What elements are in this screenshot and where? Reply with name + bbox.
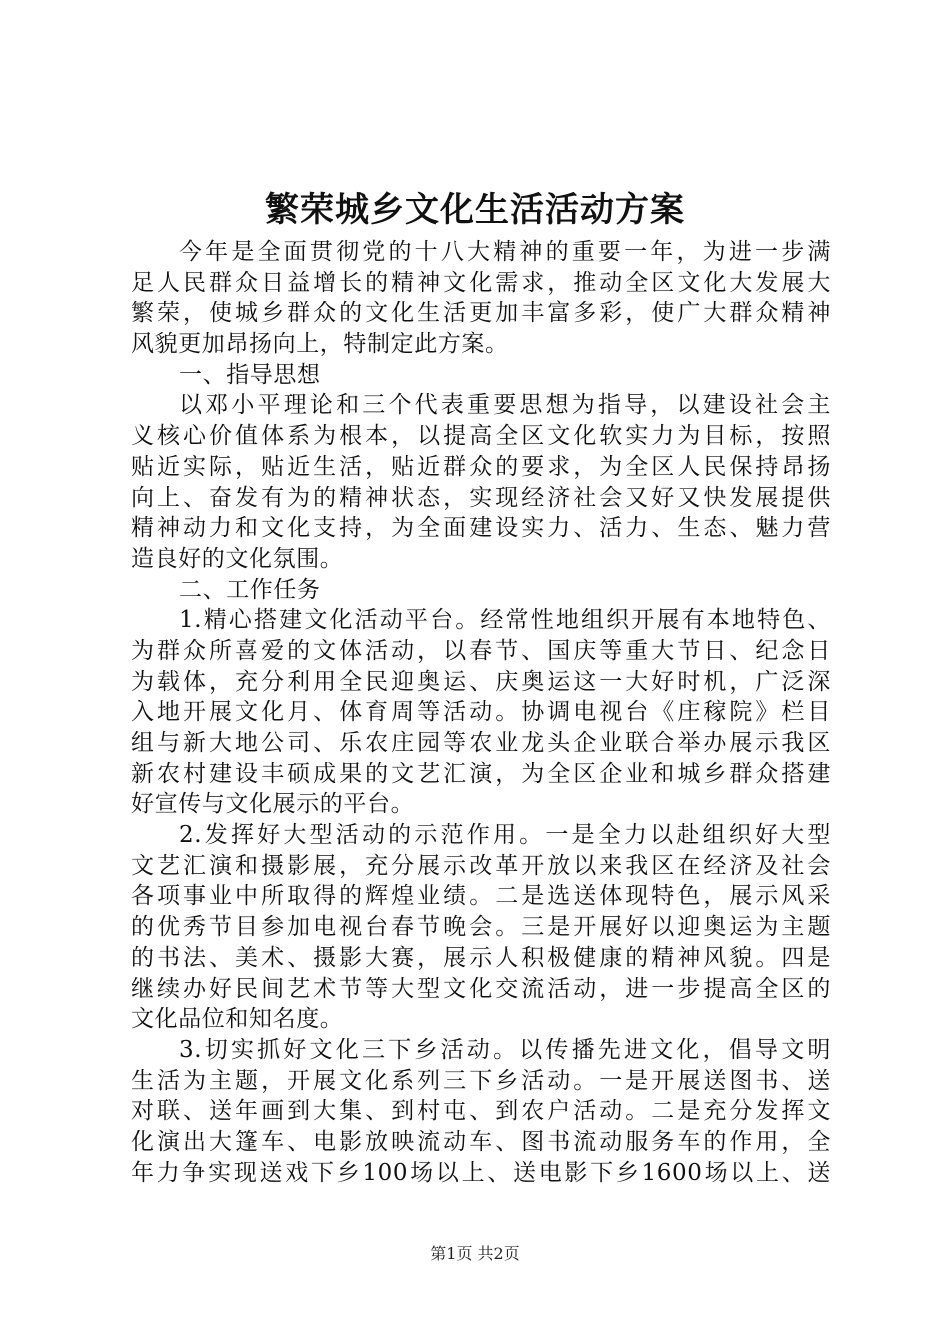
document-body — [131, 237, 831, 1188]
document-title: 繁荣城乡文化生活活动方案 — [265, 190, 685, 230]
body-line: 义核心价值体系为根本，以提高全区文化软实力为目标，按照 — [131, 423, 831, 450]
body-line: 为群众所喜爱的文体活动，以春节、国庆等重大节日、纪念日 — [131, 637, 831, 664]
body-line: 文艺汇演和摄影展，充分展示改革开放以来我区在经济及社会 — [131, 852, 831, 879]
body-line: 精神动力和文化支持，为全面建设实力、活力、生态、魅力营 — [131, 515, 831, 542]
body-line: 组与新大地公司、乐农庄园等农业龙头企业联合举办展示我区 — [131, 730, 831, 756]
body-line: 的书法、美术、摄影大赛，展示人积极健康的精神风貌。四是 — [131, 944, 831, 971]
body-line: 新农村建设丰硕成果的文艺汇演，为全区企业和城乡群众搭建 — [131, 760, 831, 787]
body-line: 今年是全面贯彻党的十八大精神的重要一年，为进一步满 — [179, 239, 831, 265]
body-line: 年力争实现送戏下乡100场以上、送电影下乡1600场以上、送 — [131, 1159, 831, 1186]
body-line: 继续办好民间艺术节等大型文化交流活动，进一步提高全区的 — [131, 975, 831, 1002]
body-line: 生活为主题，开展文化系列三下乡活动。一是开展送图书、送 — [131, 1067, 831, 1094]
body-line: 向上、奋发有为的精神状态，实现经济社会又好又快发展提供 — [131, 484, 831, 511]
body-line: 以邓小平理论和三个代表重要思想为指导，以建设社会主 — [179, 392, 831, 419]
body-line: 2.发挥好大型活动的示范作用。一是全力以赴组织好大型 — [179, 822, 831, 849]
page-footer: 第1页 共2页 — [430, 1244, 520, 1263]
body-line: 足人民群众日益增长的精神文化需求，推动全区文化大发展大 — [131, 269, 831, 296]
body-line: 造良好的文化氛围。 — [131, 545, 344, 572]
body-line: 的优秀节目参加电视台春节晚会。三是开展好以迎奥运为主题 — [131, 914, 831, 941]
body-line: 二、工作任务 — [179, 576, 321, 603]
body-line: 化演出大篷车、电影放映流动车、图书流动服务车的作用，全 — [131, 1128, 831, 1155]
body-line: 文化品位和知名度。 — [131, 1006, 344, 1033]
body-line: 一、指导思想 — [179, 361, 321, 388]
body-line: 各项事业中所取得的辉煌业绩。二是选送体现特色，展示风采 — [131, 883, 831, 910]
body-line: 对联、送年画到大集、到村屯、到农户活动。二是充分发挥文 — [131, 1098, 831, 1125]
body-line: 3.切实抓好文化三下乡活动。以传播先进文化，倡导文明 — [179, 1036, 831, 1063]
body-line: 1.精心搭建文化活动平台。经常性地组织开展有本地特色、 — [179, 607, 831, 634]
body-line: 为载体，充分利用全民迎奥运、庆奥运这一大好时机，广泛深 — [131, 668, 831, 695]
body-line: 入地开展文化月、体育周等活动。协调电视台《庄稼院》栏目 — [131, 699, 831, 726]
body-line: 繁荣，使城乡群众的文化生活更加丰富多彩，使广大群众精神 — [131, 300, 831, 327]
body-line: 贴近实际，贴近生活，贴近群众的要求，为全区人民保持昂扬 — [131, 453, 831, 480]
body-line: 好宣传与文化展示的平台。 — [131, 791, 415, 818]
body-line: 风貌更加昂扬向上，特制定此方案。 — [131, 331, 509, 358]
